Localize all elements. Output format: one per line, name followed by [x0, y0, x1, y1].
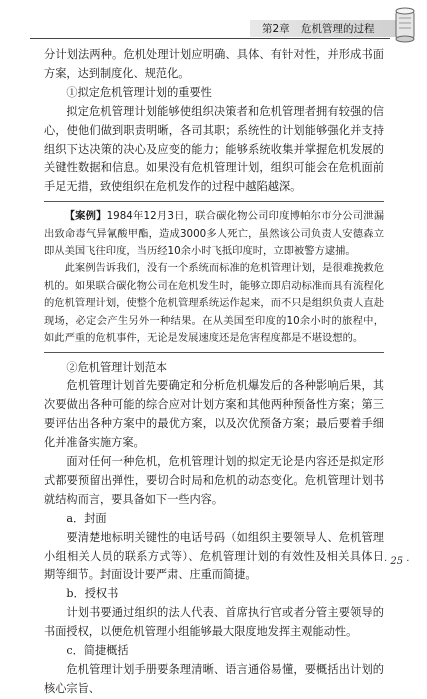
paragraph: 计划书要通过组织的法人代表、首席执行官或者分管主要领导的书面授权，以便危机管理小组能够最大限度地发挥主观能动性。	[44, 606, 384, 639]
case-top-rule	[44, 201, 384, 202]
scroll-icon	[390, 6, 420, 44]
page-number: · 25 ·	[384, 556, 410, 567]
paragraph: 危机管理计划手册要条理清晰、语言通俗易懂，要概括出计划的核心宗旨、	[44, 663, 384, 695]
subheading: a．封面	[66, 511, 107, 525]
header-text	[262, 21, 383, 36]
page-body	[44, 46, 384, 699]
header-rule	[30, 38, 390, 39]
case-box	[44, 208, 384, 347]
paragraph: 面对任何一种危机，危机管理计划的拟定无论是内容还是拟定形式都要预留出弹性，要切合时局和危机的动态变化。危机管理计划书就结构而言，要具备如下一些内容。	[44, 455, 384, 506]
chapter-label: 第2章	[262, 23, 290, 35]
case-bottom-rule	[44, 352, 384, 353]
paragraph: 要清楚地标明关键性的电话号码（如组织主要领导人、危机管理小组相关人员的联系方式等）、危机管理计划的有效性及相关具体日期等细节。封面设计要严肃、庄重而简捷。	[44, 530, 384, 582]
paragraph: 危机管理计划首先要确定和分析危机爆发后的各种影响后果，其次要做出各种可能的综合应对计划方案和其他两种预备性方案；第三要评估出各种方案中的最优方案，以及次优预备方案；最后要着手细化并准备实施方案。	[44, 379, 384, 450]
paragraph: 拟定危机管理计划能够使组织决策者和危机管理者拥有较强的信心，使他们做到职责明晰，各司其职；系统性的计划能够强化并支持组织下达决策的决心及应变的能力；能够系统收集并掌握危机发展的关键性数据和信息。如果没有危机管理计划，组织可能会在危机面前手足无措，致使组织在危机发作的过程中越陷越深。	[44, 104, 384, 194]
running-header	[0, 0, 427, 40]
chapter-title: 危机管理的过程	[301, 23, 375, 35]
case-text: 1984年12月3日，联合碳化物公司印度博帕尔市分公司泄漏出致命毒气异氰酸甲酯，造成3000多人死亡，虽然该公司负责人安德森立即从美国飞往印度，当历经10余小时飞抵印度时，立即被警方逮捕。	[44, 210, 385, 258]
section-heading: ②危机管理计划范本	[66, 360, 168, 374]
subheading: b．授权书	[66, 587, 119, 601]
section-heading: ①拟定危机管理计划的重要性	[66, 85, 212, 99]
subheading: c．简捷概括	[66, 644, 129, 658]
paragraph: 分计划法两种。危机处理计划应明确、具体、有针对性，并形成书面方案，达到制度化、规范化。	[44, 48, 384, 80]
case-label: 【案例】	[64, 210, 107, 223]
case-commentary: 此案例告诉我们，没有一个系统而标准的危机管理计划，是很难挽救危机的。如果联合碳化物公司在危机发生时，能够立即启动标准而具有流程化的危机管理计划，使整个危机管理系统运作起来，而不只是组织负责人直赴现场，必定会产生另外一种结果。在从美国至印度的10余小时的旅程中，如此严重的危机事件，无论是发展速度还是危害程度都是不堪设想的。	[44, 262, 384, 345]
